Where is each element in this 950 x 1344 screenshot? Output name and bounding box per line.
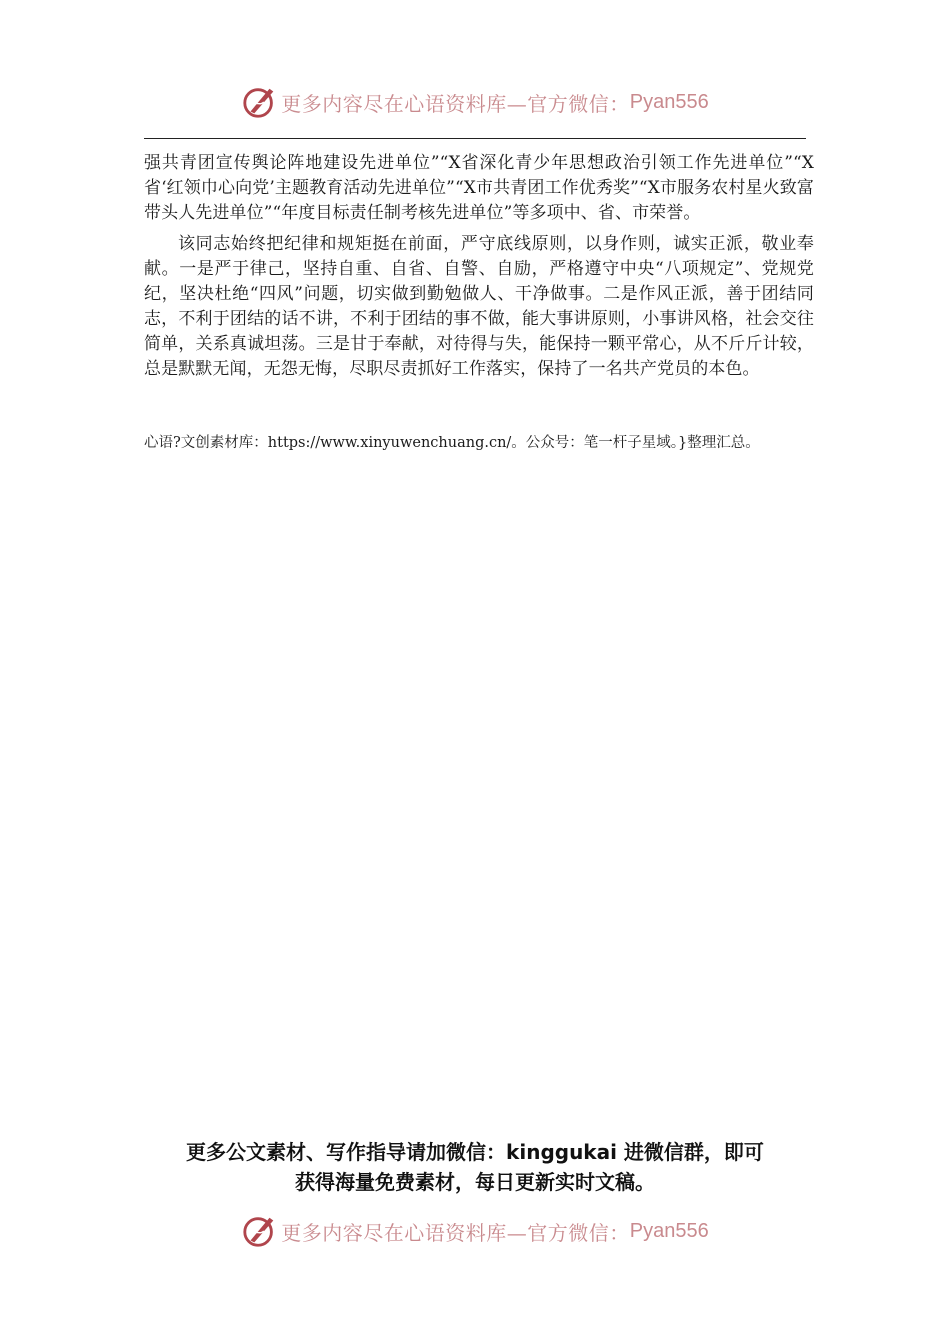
quill-logo-icon <box>241 83 279 121</box>
document-body <box>144 151 814 382</box>
quill-logo-icon <box>241 1212 279 1250</box>
header-banner-text: 更多内容尽在心语资料库—官方微信： <box>281 91 630 116</box>
promo-line-1: 更多公文素材、写作指导请加微信：kinggukai 进微信群，即可 <box>186 1140 764 1164</box>
header-rule <box>144 138 806 139</box>
body-paragraph-1: 强共青团宣传舆论阵地建设先进单位”“X省深化青少年思想政治引领工作先进单位”“X省‘红领巾心向党’主题教育活动先进单位”“X市共青团工作优秀奖”“X市服务农村星火致富带头人先进单位”“年度目标责任制考核先进单位”等多项中、省、市荣誉。 <box>144 153 814 223</box>
footer-banner <box>0 1211 950 1251</box>
footer-banner-text: 更多内容尽在心语资料库—官方微信： <box>281 1220 630 1245</box>
source-note: 心语?文创素材库：https://www.xinyuwenchuang.cn/。公众号：笔一杆子星域。}整理汇总。 <box>144 435 760 451</box>
body-paragraph-2: 该同志始终把纪律和规矩挺在前面，严守底线原则，以身作则，诚实正派，敬业奉献。一是严于律己，坚持自重、自省、自警、自励，严格遵守中央“八项规定”、党规党纪，坚决杜绝“四风”问题，切实做到勤勉做人、干净做事。二是作风正派，善于团结同志，不利于团结的话不讲，不利于团结的事不做，能大事讲原则，小事讲风格，社会交往简单，关系真诚坦荡。三是甘于奉献，对待得与失，能保持一颗平常心，从不斤斤计较，总是默默无闻，无怨无悔，尽职尽责抓好工作落实，保持了一名共产党员的本色。 <box>144 234 814 379</box>
promo-line-2: 获得海量免费素材，每日更新实时文稿。 <box>295 1170 655 1194</box>
promo-block <box>0 1137 950 1197</box>
footer-wechat-id: Pyan556 <box>629 1219 709 1242</box>
header-banner <box>0 82 950 122</box>
header-wechat-id: Pyan556 <box>629 90 709 113</box>
